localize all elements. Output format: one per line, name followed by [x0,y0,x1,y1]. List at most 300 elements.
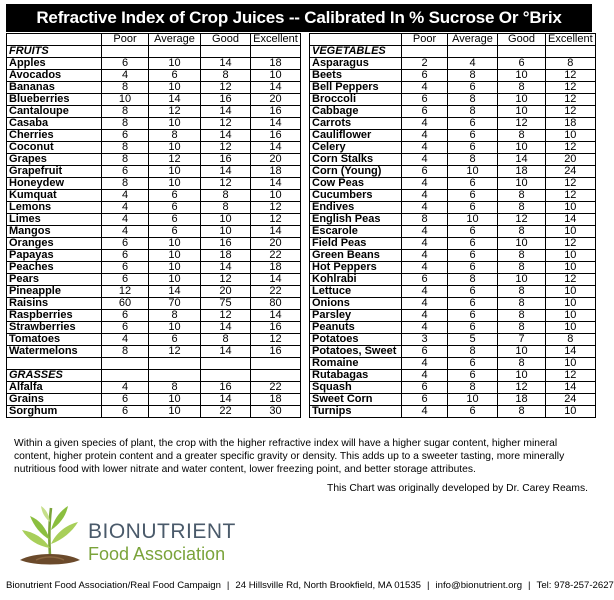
poor-value: 4 [102,226,149,238]
poor-value: 6 [402,94,448,106]
poor-value: 8 [102,178,149,190]
poor-value: 6 [402,166,448,178]
table-row [7,346,301,358]
crop-name: Parsley [310,310,402,322]
poor-value: 4 [402,202,448,214]
table-row [7,310,301,322]
excellent-value: 16 [251,346,301,358]
good-value: 16 [201,382,251,394]
section-row [310,46,596,58]
crop-name: Papayas [7,250,102,262]
excellent-value: 12 [546,238,596,250]
table-row [310,310,596,322]
poor-value: 4 [402,226,448,238]
average-value: 10 [149,262,201,274]
crop-name: Pears [7,274,102,286]
crop-name: Beets [310,70,402,82]
crop-name: Coconut [7,142,102,154]
poor-value: 4 [402,298,448,310]
poor-value: 6 [102,394,149,406]
table-header-row [7,34,301,46]
poor-value: 4 [402,250,448,262]
table-row [310,406,596,418]
excellent-value: 24 [546,394,596,406]
good-value: 10 [498,346,546,358]
poor-value: 4 [402,286,448,298]
poor-value: 4 [402,154,448,166]
good-value: 8 [498,298,546,310]
poor-value: 8 [102,346,149,358]
average-value: 10 [448,166,498,178]
good-value: 8 [498,310,546,322]
crop-name: Field Peas [310,238,402,250]
empty-cell [402,46,448,58]
crop-name: Potatoes [310,334,402,346]
average-value: 6 [448,118,498,130]
average-value: 10 [448,394,498,406]
excellent-value: 12 [251,334,301,346]
average-value: 10 [448,214,498,226]
excellent-value: 12 [546,106,596,118]
average-value: 8 [448,94,498,106]
crop-name: Asparagus [310,58,402,70]
empty-cell [498,46,546,58]
excellent-value: 12 [251,214,301,226]
poor-value: 4 [102,334,149,346]
good-value: 14 [201,262,251,274]
average-value: 6 [448,130,498,142]
average-value: 4 [448,58,498,70]
footer: Bionutrient Food Association/Real Food Campaign | 24 Hillsville Rd, North Brookfield, MA 01535 | info@bionutrient.org | Tel: 978-257-2627 [6,580,614,591]
average-value: 6 [448,238,498,250]
average-value: 6 [149,334,201,346]
empty-cell [251,46,301,58]
excellent-value: 14 [546,214,596,226]
good-value: 12 [201,178,251,190]
table-row [310,286,596,298]
header-average: Average [149,34,201,46]
good-value: 20 [201,286,251,298]
poor-value: 8 [102,82,149,94]
average-value: 6 [448,250,498,262]
good-value: 12 [498,118,546,130]
excellent-value: 10 [251,190,301,202]
poor-value: 6 [102,274,149,286]
excellent-value: 14 [546,346,596,358]
table-row [7,190,301,202]
excellent-value: 12 [546,190,596,202]
crop-name: Alfalfa [7,382,102,394]
excellent-value: 18 [251,394,301,406]
poor-value: 6 [402,70,448,82]
poor-value: 4 [102,214,149,226]
good-value: 8 [498,202,546,214]
excellent-value: 14 [251,226,301,238]
average-value: 6 [448,286,498,298]
good-value: 14 [201,58,251,70]
poor-value: 6 [102,406,149,418]
good-value: 14 [201,394,251,406]
table-row [7,214,301,226]
good-value: 8 [498,406,546,418]
section-label: FRUITS [7,46,102,58]
average-value: 10 [149,274,201,286]
crop-name: Rutabagas [310,370,402,382]
table-row [310,346,596,358]
good-value: 10 [498,370,546,382]
crop-name: Avocados [7,70,102,82]
average-value: 10 [149,82,201,94]
table-row [310,250,596,262]
average-value: 70 [149,298,201,310]
good-value: 10 [498,106,546,118]
header-good: Good [201,34,251,46]
empty-cell [102,46,149,58]
crop-name: Cauliflower [310,130,402,142]
empty-cell [102,358,149,370]
excellent-value: 18 [251,166,301,178]
average-value: 6 [149,214,201,226]
poor-value: 6 [102,250,149,262]
good-value: 6 [498,58,546,70]
crop-name: Grapefruit [7,166,102,178]
good-value: 12 [201,274,251,286]
poor-value: 4 [402,190,448,202]
sprout-logo-icon [14,500,86,568]
header-poor: Poor [402,34,448,46]
excellent-value: 14 [546,382,596,394]
excellent-value: 16 [251,106,301,118]
good-value: 8 [201,70,251,82]
good-value: 12 [201,82,251,94]
table-row [310,370,596,382]
table-row [7,274,301,286]
average-value: 10 [149,118,201,130]
good-value: 8 [498,262,546,274]
header-excellent: Excellent [251,34,301,46]
excellent-value: 10 [546,130,596,142]
excellent-value: 10 [546,310,596,322]
average-value: 6 [448,406,498,418]
footer-address: 24 Hillsville Rd, North Brookfield, MA 01535 [235,580,421,591]
good-value: 18 [498,394,546,406]
crop-name: Cow Peas [310,178,402,190]
table-row [7,166,301,178]
table-header-row [310,34,596,46]
brand-name [88,521,236,565]
excellent-value: 10 [546,358,596,370]
crop-name: Watermelons [7,346,102,358]
table-row [310,190,596,202]
average-value: 10 [149,322,201,334]
header-excellent: Excellent [546,34,596,46]
crop-name: Mangos [7,226,102,238]
excellent-value: 10 [546,202,596,214]
excellent-value: 22 [251,250,301,262]
average-value: 14 [149,286,201,298]
table-row [7,298,301,310]
average-value: 12 [149,154,201,166]
good-value: 8 [201,190,251,202]
good-value: 8 [498,286,546,298]
good-value: 8 [498,82,546,94]
poor-value: 4 [402,142,448,154]
vegetables-table [309,33,596,418]
poor-value: 6 [102,130,149,142]
table-row [7,262,301,274]
excellent-value: 12 [546,274,596,286]
excellent-value: 16 [251,130,301,142]
poor-value: 4 [402,82,448,94]
good-value: 75 [201,298,251,310]
excellent-value: 10 [546,262,596,274]
table-row [7,142,301,154]
good-value: 12 [201,142,251,154]
table-row [310,334,596,346]
table-row [310,142,596,154]
excellent-value: 8 [546,334,596,346]
good-value: 12 [498,382,546,394]
poor-value: 4 [102,202,149,214]
empty-cell [201,46,251,58]
excellent-value: 10 [251,70,301,82]
section-label: GRASSES [7,370,102,382]
table-row [7,202,301,214]
excellent-value: 80 [251,298,301,310]
crop-name: Raisins [7,298,102,310]
table-row [7,154,301,166]
good-value: 22 [201,406,251,418]
poor-value: 4 [402,322,448,334]
crop-name: Lettuce [310,286,402,298]
average-value: 6 [448,142,498,154]
excellent-value: 22 [251,286,301,298]
empty-cell [102,370,149,382]
crop-name: Turnips [310,406,402,418]
crop-name: Escarole [310,226,402,238]
excellent-value: 12 [251,202,301,214]
average-value: 6 [448,202,498,214]
average-value: 6 [448,262,498,274]
average-value: 8 [448,106,498,118]
crop-name: Limes [7,214,102,226]
table-row [310,394,596,406]
average-value: 6 [448,226,498,238]
crop-name: Grapes [7,154,102,166]
poor-value: 6 [402,346,448,358]
poor-value: 6 [102,58,149,70]
brand-line-1: BIONUTRIENT [88,520,236,543]
poor-value: 8 [102,118,149,130]
excellent-value: 12 [546,70,596,82]
average-value: 10 [149,142,201,154]
poor-value: 4 [402,130,448,142]
average-value: 6 [448,298,498,310]
good-value: 12 [498,214,546,226]
crop-name: Sorghum [7,406,102,418]
excellent-value: 10 [546,226,596,238]
table-row [310,202,596,214]
poor-value: 6 [102,238,149,250]
table-row [7,238,301,250]
good-value: 10 [498,142,546,154]
good-value: 8 [201,202,251,214]
table-row [7,406,301,418]
average-value: 6 [448,358,498,370]
table-row [7,178,301,190]
poor-value: 6 [402,394,448,406]
average-value: 8 [149,310,201,322]
crop-name: Oranges [7,238,102,250]
poor-value: 4 [402,238,448,250]
average-value: 5 [448,334,498,346]
average-value: 6 [448,178,498,190]
excellent-value: 10 [546,250,596,262]
excellent-value: 18 [251,262,301,274]
average-value: 6 [149,226,201,238]
crop-name: Carrots [310,118,402,130]
table-row [7,286,301,298]
average-value: 8 [149,130,201,142]
excellent-value: 12 [546,142,596,154]
average-value: 12 [149,106,201,118]
crop-name: Broccoli [310,94,402,106]
poor-value: 8 [102,154,149,166]
crop-name: Raspberries [7,310,102,322]
average-value: 8 [448,346,498,358]
crop-name: Tomatoes [7,334,102,346]
good-value: 10 [498,274,546,286]
average-value: 6 [448,322,498,334]
crop-name: Hot Peppers [310,262,402,274]
table-row [310,298,596,310]
crop-name: Bananas [7,82,102,94]
excellent-value: 12 [546,94,596,106]
good-value: 16 [201,238,251,250]
poor-value: 6 [102,166,149,178]
table-row [7,130,301,142]
poor-value: 6 [402,274,448,286]
footer-tel: Tel: 978-257-2627 [536,580,614,591]
average-value: 6 [448,82,498,94]
table-row [7,118,301,130]
crop-name: Apples [7,58,102,70]
average-value: 6 [448,370,498,382]
poor-value: 4 [402,406,448,418]
good-value: 14 [201,106,251,118]
excellent-value: 14 [251,118,301,130]
good-value: 14 [498,154,546,166]
explanatory-note: Within a given species of plant, the crop with the higher refractive index will have a higher sugar content, higher mineral content, higher protein content and a greater specific gravity or density. This adds up to a sweeter tasting, more minerally nutritious food with lower nitrate and water content, lower freezing point, and better storage attributes. [14,438,565,475]
footer-org: Bionutrient Food Association/Real Food Campaign [6,580,221,591]
poor-value: 4 [102,70,149,82]
average-value: 8 [448,382,498,394]
average-value: 10 [149,178,201,190]
table-row [7,94,301,106]
empty-cell [149,358,201,370]
good-value: 16 [201,94,251,106]
crop-name: Kohlrabi [310,274,402,286]
crop-name: Casaba [7,118,102,130]
poor-value: 4 [402,262,448,274]
excellent-value: 10 [546,298,596,310]
section-row [7,46,301,58]
table-row [310,262,596,274]
footer-email[interactable]: info@bionutrient.org [435,580,523,591]
poor-value: 6 [102,310,149,322]
crop-name: Cabbage [310,106,402,118]
excellent-value: 14 [251,310,301,322]
crop-name: Corn Stalks [310,154,402,166]
table-row [310,382,596,394]
poor-value: 6 [102,322,149,334]
header-good: Good [498,34,546,46]
empty-cell [149,46,201,58]
poor-value: 10 [102,94,149,106]
crop-name: Cucumbers [310,190,402,202]
excellent-value: 12 [546,82,596,94]
crop-name: Cantaloupe [7,106,102,118]
table-row [7,334,301,346]
table-row [310,118,596,130]
crop-name: Sweet Corn [310,394,402,406]
excellent-value: 18 [546,118,596,130]
average-value: 6 [149,190,201,202]
table-row [310,94,596,106]
poor-value: 4 [402,310,448,322]
page-title: Refractive Index of Crop Juices -- Calibrated In % Sucrose Or °Brix [6,4,592,32]
header-poor: Poor [102,34,149,46]
crop-name: Onions [310,298,402,310]
good-value: 18 [498,166,546,178]
good-value: 8 [201,334,251,346]
good-value: 10 [201,214,251,226]
table-row [310,154,596,166]
poor-value: 4 [402,370,448,382]
good-value: 12 [201,118,251,130]
header-blank [7,34,102,46]
empty-cell [251,358,301,370]
table-row [310,274,596,286]
crop-name: Cherries [7,130,102,142]
table-row [310,226,596,238]
table-row [310,106,596,118]
crop-name: Peaches [7,262,102,274]
crop-name: Strawberries [7,322,102,334]
average-value: 8 [448,274,498,286]
excellent-value: 16 [251,322,301,334]
good-value: 10 [201,226,251,238]
crop-name: Potatoes, Sweet [310,346,402,358]
poor-value: 4 [102,382,149,394]
good-value: 14 [201,130,251,142]
excellent-value: 20 [251,94,301,106]
good-value: 10 [498,70,546,82]
good-value: 10 [498,238,546,250]
excellent-value: 20 [251,154,301,166]
excellent-value: 14 [251,82,301,94]
average-value: 10 [149,58,201,70]
crop-name: Romaine [310,358,402,370]
fruits-grasses-table [6,33,301,418]
average-value: 6 [149,202,201,214]
empty-cell [546,46,596,58]
empty-cell [448,46,498,58]
table-row [7,82,301,94]
average-value: 10 [149,250,201,262]
poor-value: 6 [102,262,149,274]
average-value: 14 [149,94,201,106]
